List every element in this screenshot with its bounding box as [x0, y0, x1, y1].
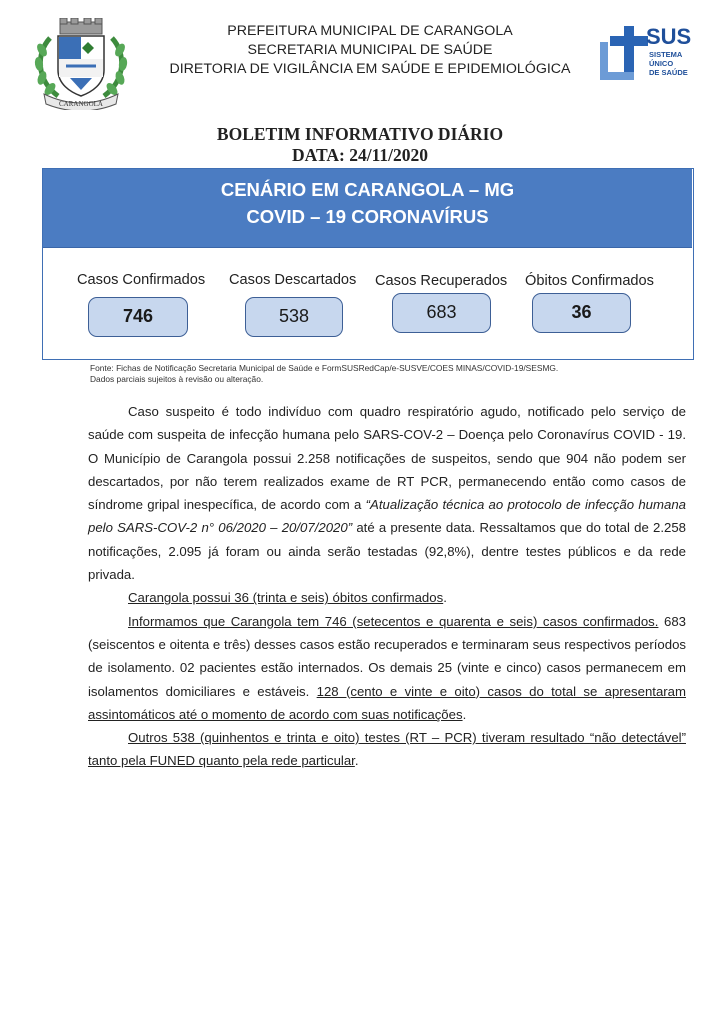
scenario-title-line2: COVID – 19 CORONAVÍRUS [246, 206, 489, 227]
header-line-diretoria: DIRETORIA DE VIGILÂNCIA EM SAÚDE E EPIDEMIOLÓGICA [169, 61, 571, 77]
p3-underlined-1: Informamos que Carangola tem 746 (setecentos e quarenta e seis) casos confirmados. [128, 613, 659, 629]
bulletin-title: BOLETIM INFORMATIVO DIÁRIO [216, 124, 504, 144]
stat-label-confirmed: Casos Confirmados [77, 272, 206, 288]
municipal-crest-icon [30, 18, 132, 110]
p4-underlined: Outros 538 (quinhentos e trinta e oito) testes (RT – PCR) tiveram resultado “não detectável” tanto pela FUNED quanto pela rede particular [88, 730, 686, 769]
stat-label-recovered: Casos Recuperados [375, 273, 508, 289]
data-source-note [90, 363, 670, 385]
header-line-secretaria: SECRETARIA MUNICIPAL DE SAÚDE [247, 42, 493, 58]
p3-underlined-2: 128 (cento e vinte e oito) casos do total se apresentaram assintomáticos até o momento de acordo com suas notificações [88, 683, 686, 722]
paragraph-deaths [88, 586, 686, 609]
p1-text-a: Caso suspeito é todo indivíduo com quadro respiratório agudo, notificado pelo serviço de saúde com suspeita de infecção humana pelo SARS-COV-2 – Doença pelo Coronavírus COVID - 19. O Município de Carangola possui 2.258 notificações de suspeitos, sendo que 904 não podem ser descartados, por não terem realizados exame de RT PCR, permanecendo então como casos de síndrome gripal inespecífica, de acordo com a [88, 404, 686, 513]
p1-italic-reference: “Atualização técnica ao protocolo de infecção humana pelo SARS-COV-2 n° 06/2020 – 20/07/2020” [88, 497, 686, 536]
stat-label-deaths: Óbitos Confirmados [525, 273, 654, 289]
bulletin-date: DATA: 24/11/2020 [292, 145, 428, 165]
scenario-panel [42, 168, 694, 360]
scenario-title-line1: CENÁRIO EM CARANGOLA – MG [220, 179, 515, 200]
sus-logo-line3: DE SAÚDE [649, 68, 688, 77]
crest-banner-text: CARANGOLA [59, 100, 103, 108]
p4-end: . [354, 753, 359, 769]
scenario-banner [43, 169, 692, 248]
paragraph-discarded-tests [88, 726, 686, 773]
source-line1: Fonte: Fichas de Notificação Secretaria Municipal de Saúde e FormSUSRedCap/e-SUSVE/COES MINAS/COVID-19/SESMG. [90, 363, 559, 373]
p3-end: . [462, 706, 467, 722]
source-line2: Dados parciais sujeitos à revisão ou alteração. [90, 374, 264, 384]
paragraph-confirmed-cases [88, 610, 686, 726]
body-text [88, 400, 686, 773]
stat-value-confirmed: 746 [88, 297, 188, 337]
p1-text-b: até a presente data. Ressaltamos que do total de 2.258 notificações, 2.095 já foram ou ainda serão testadas (92,8%), dentre testes públicos e da rede privada. [88, 520, 687, 583]
paragraph-suspected-cases [88, 400, 686, 586]
p2-underlined: Carangola possui 36 (trinta e seis) óbitos confirmados [128, 590, 444, 606]
p2-end: . [443, 590, 447, 606]
sus-logo-line2: ÚNICO [649, 59, 674, 68]
sus-logo-icon [596, 22, 696, 88]
stat-label-discarded: Casos Descartados [229, 272, 357, 288]
header-title-block [150, 22, 590, 79]
header-line-prefeitura: PREFEITURA MUNICIPAL DE CARANGOLA [227, 23, 513, 39]
stat-value-recovered: 683 [392, 293, 491, 333]
p3-middle: 683 (seiscentos e oitenta e três) desses casos estão recuperados e terminaram seus respectivos períodos de isolamento. 02 pacientes estão internados. Os demais 25 (vinte e cinco) casos permanecem em isolamentos domiciliares e estáveis. [88, 613, 686, 699]
sus-logo-line1: SISTEMA [649, 50, 683, 59]
stat-value-discarded: 538 [245, 297, 343, 337]
sus-logo-text: SUS [646, 24, 692, 49]
stat-value-deaths: 36 [532, 293, 631, 333]
